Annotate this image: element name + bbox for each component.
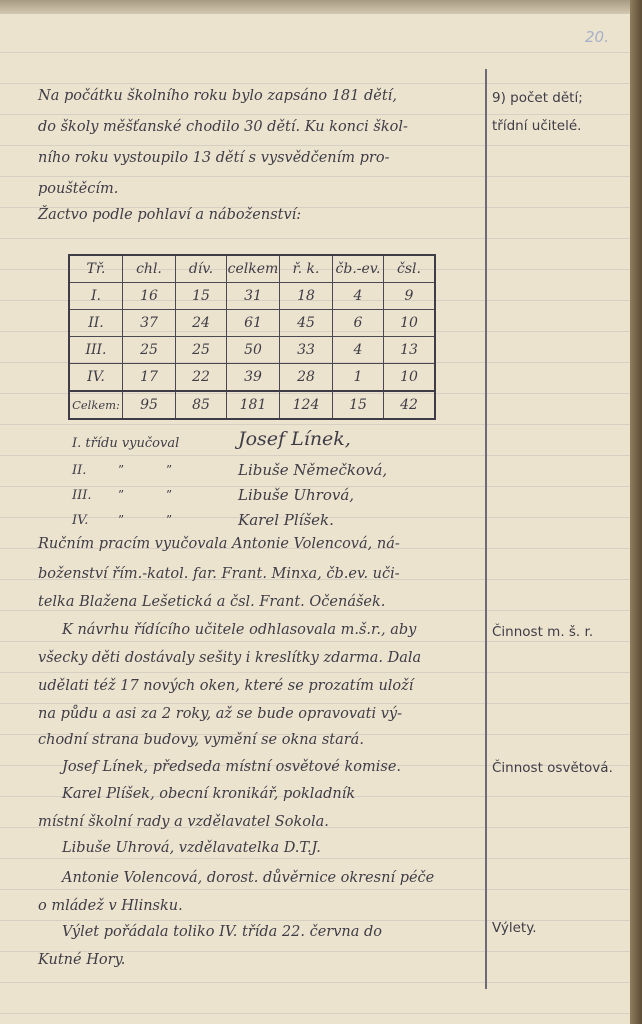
text-line: Josef Línek, předseda místní osvětové komise. [62,759,402,775]
table-cell: 10 [384,364,436,392]
margin-note-council: Činnost m. š. r. [492,624,594,640]
table-row [69,283,435,310]
page-top-edge [0,0,642,14]
margin-note-trips: Výlety. [492,920,537,936]
teacher-name: Libuše Uhrová, [238,486,355,504]
table-cell: II. [69,310,123,337]
table-cell: IV. [69,364,123,392]
page-binding-edge [630,0,642,1024]
margin-note-children: 9) počet dětí; [492,90,583,106]
text-line: Antonie Volencová, dorost. důvěrnice okresní péče [62,870,435,886]
table-cell: 45 [280,310,333,337]
table-cell: 17 [123,364,176,392]
col-header: Tř. [69,255,123,283]
ditto-mark: ” [118,488,125,502]
margin-note-culture: Činnost osvětová. [492,760,613,776]
table-cell: 15 [176,283,227,310]
table-cell: 16 [123,283,176,310]
text-line: Žactvo podle pohlaví a náboženství: [38,207,302,223]
table-cell: 42 [384,391,436,419]
col-header: čsl. [384,255,436,283]
table-cell: I. [69,283,123,310]
table-cell: 61 [227,310,280,337]
text-line: Libuše Uhrová, vzdělavatelka D.T.J. [62,840,321,856]
table-row [69,337,435,364]
text-line: místní školní rady a vzdělavatel Sokola. [38,814,329,830]
text-line: na půdu a asi za 2 roky, až se bude opravovati vý- [38,706,403,722]
text-line: boženství řím.-katol. far. Frant. Minxa, čb.ev. uči- [38,566,400,582]
table-cell: 124 [280,391,333,419]
text-line: Karel Plíšek, obecní kronikář, pokladník [62,786,356,802]
table-cell: III. [69,337,123,364]
ditto-mark: ” [118,463,125,477]
teacher-class: I. třídu vyučoval [72,436,180,451]
teacher-name: Karel Plíšek. [238,511,334,529]
page-number: 20. [585,28,609,46]
table-row [69,364,435,392]
teacher-class: IV. [72,513,89,528]
ditto-mark: ” [166,463,173,477]
text-line: Na počátku školního roku bylo zapsáno 181 dětí, [38,88,397,104]
table-cell: Celkem: [69,391,123,419]
table-cell: 37 [123,310,176,337]
text-line: do školy měšťanské chodilo 30 dětí. Ku konci škol- [38,119,408,135]
table-cell: 95 [123,391,176,419]
col-header: chl. [123,255,176,283]
table-cell: 13 [384,337,436,364]
table-cell: 50 [227,337,280,364]
table-cell: 1 [333,364,384,392]
ledger-page [0,14,630,1024]
ditto-mark: ” [166,488,173,502]
teacher-class: III. [72,488,92,503]
table-cell: 18 [280,283,333,310]
table-cell: 28 [280,364,333,392]
table-cell: 25 [176,337,227,364]
table-cell: 10 [384,310,436,337]
text-line: pouštěcím. [38,181,119,197]
enrollment-table [68,254,436,420]
table-cell: 9 [384,283,436,310]
table-cell: 22 [176,364,227,392]
text-line: Výlet pořádala toliko IV. třída 22. června do [62,924,383,940]
table-row [69,310,435,337]
text-line: telka Blažena Lešetická a čsl. Frant. Očenášek. [38,594,386,610]
teacher-name: Libuše Němečková, [238,461,388,479]
col-header: celkem [227,255,280,283]
teacher-name: Josef Línek, [238,428,351,450]
text-line: Kutné Hory. [38,952,126,968]
table-cell: 6 [333,310,384,337]
col-header: čb.-ev. [333,255,384,283]
table-cell: 24 [176,310,227,337]
table-cell: 15 [333,391,384,419]
table-cell: 4 [333,337,384,364]
text-line: všecky děti dostávaly sešity i kreslítky zdarma. Dala [38,650,422,666]
text-line: ního roku vystoupilo 13 dětí s vysvědčením pro- [38,150,390,166]
table-cell: 31 [227,283,280,310]
ditto-mark: ” [118,513,125,527]
table-cell: 25 [123,337,176,364]
ditto-mark: ” [166,513,173,527]
table-cell: 33 [280,337,333,364]
text-line: o mládež v Hlinsku. [38,898,183,914]
table-cell: 39 [227,364,280,392]
col-header: dív. [176,255,227,283]
text-line: K návrhu řídícího učitele odhlasovala m.š.r., aby [62,622,417,638]
table-total-row [69,391,435,419]
table-cell: 4 [333,283,384,310]
text-line: Ručním pracím vyučovala Antonie Volencová, ná- [38,536,400,552]
text-line: udělati též 17 nových oken, které se prozatím uloží [38,678,414,694]
teacher-class: II. [72,463,87,478]
text-line: chodní strana budovy, vymění se okna stará. [38,732,364,748]
table-header-row [69,255,435,283]
table-cell: 85 [176,391,227,419]
margin-note-teachers: třídní učitelé. [492,118,582,134]
col-header: ř. k. [280,255,333,283]
table-cell: 181 [227,391,280,419]
